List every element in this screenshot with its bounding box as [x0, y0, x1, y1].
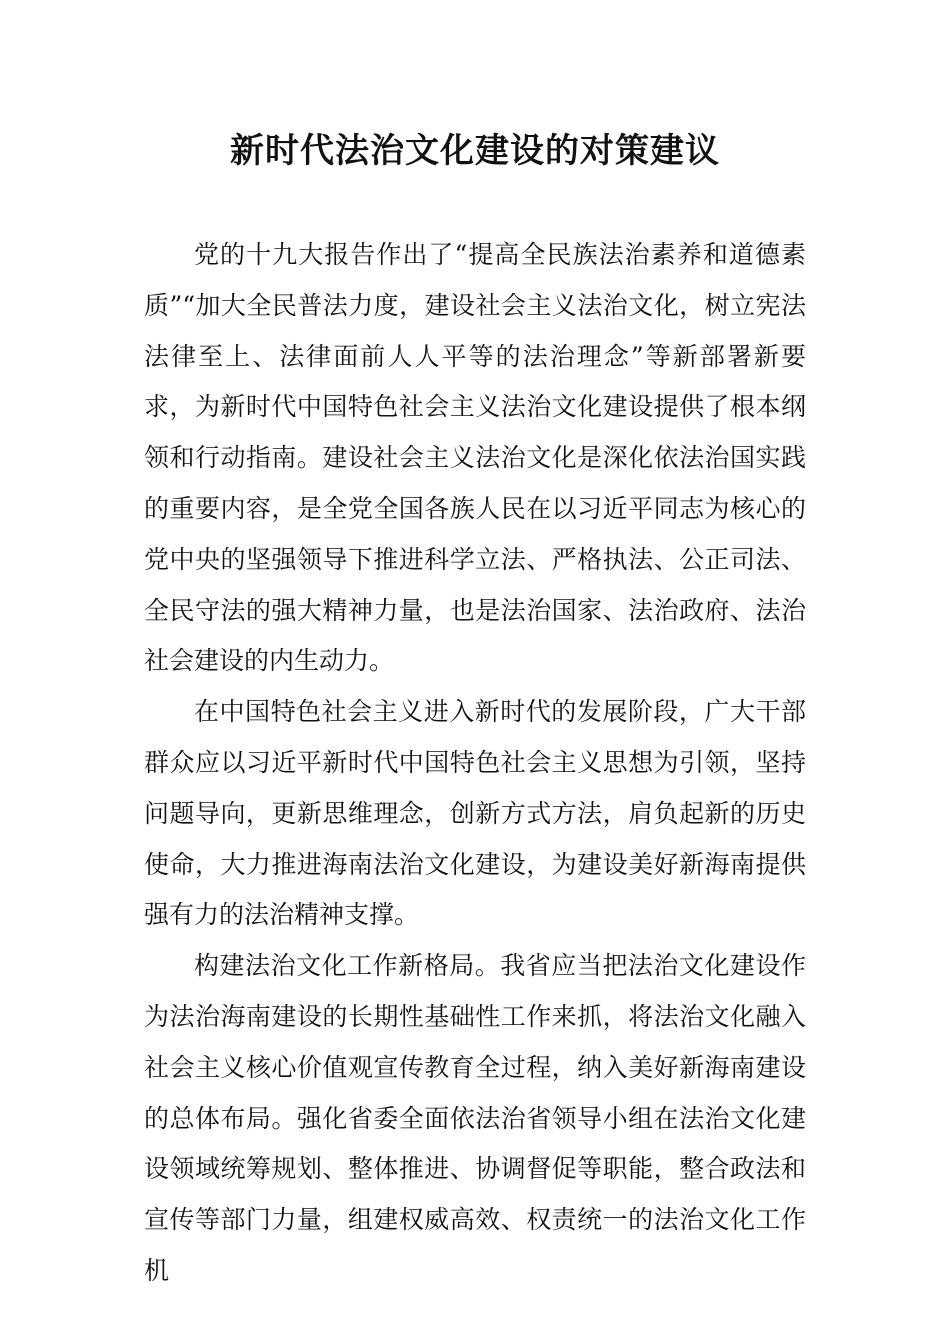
paragraph: 党的十九大报告作出了“提高全民族法治素养和道德素质”“加大全民普法力度，建设社会主义法治文化，树立宪法法律至上、法律面前人人平等的法治理念”等新部署新要求，为新时代中国特色社会主义法治文化建设提供了根本纲领和行动指南。建设社会主义法治文化是深化依法治国实践的重要内容，是全党全国各族人民在以习近平同志为核心的党中央的坚强领导下推进科学立法、严格执法、公正司法、全民守法的强大精神力量，也是法治国家、法治政府、法治社会建设的内生动力。	[144, 240, 806, 676]
document-body	[144, 230, 806, 1297]
paragraph: 构建法治文化工作新格局。我省应当把法治文化建设作为法治海南建设的长期性基础性工作来抓，将法治文化融入社会主义核心价值观宣传教育全过程，纳入美好新海南建设的总体布局。强化省委全面依法治省领导小组在法治文化建设领域统筹规划、整体推进、协调督促等职能，整合政法和宣传等部门力量，组建权威高效、权责统一的法治文化工作机	[144, 951, 806, 1285]
document-title: 新时代法治文化建设的对策建议	[230, 131, 720, 171]
paragraph: 在中国特色社会主义进入新时代的发展阶段，广大干部群众应以习近平新时代中国特色社会主义思想为引领，坚持问题导向，更新思维理念，创新方式方法，肩负起新的历史使命，大力推进海南法治文化建设，为建设美好新海南提供强有力的法治精神支撑。	[144, 697, 806, 930]
